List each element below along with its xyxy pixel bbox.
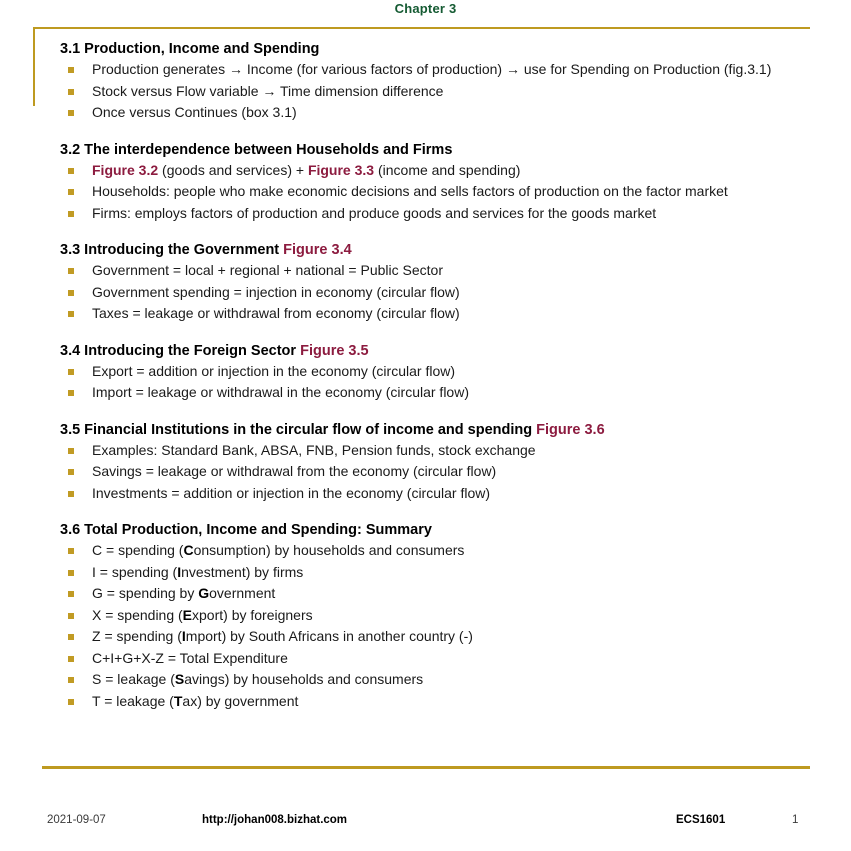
- emphasis-letter: I: [181, 628, 186, 644]
- list-item: [60, 670, 840, 690]
- section-3-3: [60, 241, 840, 324]
- list-item-post: mport) by South Africans in another country (-): [185, 628, 473, 644]
- section-heading-3-5: [60, 421, 840, 440]
- figure-reference-3-4: Figure 3.4: [283, 242, 352, 258]
- list-item: Investments = addition or injection in the economy (circular flow): [60, 484, 840, 504]
- slide-footer: [0, 812, 851, 834]
- list-item: Government spending = injection in economy (circular flow): [60, 283, 840, 303]
- list-item-post: xport) by foreigners: [192, 606, 313, 623]
- list-item: [60, 563, 840, 583]
- section-heading-3-5-text: 3.5 Financial Institutions in the circular flow of income and spending: [60, 421, 537, 438]
- list-item-pre: I = spending (: [92, 563, 178, 580]
- section-heading-3-2-text: 3.2 The interdependence between Households and Firms: [60, 141, 453, 158]
- list-item: Savings = leakage or withdrawal from the economy (circular flow): [60, 462, 840, 482]
- section-heading-3-3-text: 3.3 Introducing the Government: [60, 242, 284, 258]
- list-item-pre: Z = spending (: [92, 628, 182, 644]
- top-gold-rule: [33, 27, 810, 29]
- chapter-title: Chapter 3: [394, 1, 457, 16]
- emphasis-letter: T: [173, 692, 183, 709]
- list-item-pre: X = spending (: [92, 606, 183, 623]
- figure-reference-3-2: Figure 3.2: [92, 161, 159, 178]
- list-item: Stock versus Flow variable → Time dimension difference: [60, 82, 840, 102]
- section-3-4: [60, 342, 840, 403]
- footer-course-code: ECS1601: [676, 814, 726, 826]
- list-item-post: nvestment) by firms: [181, 563, 304, 580]
- list-item: [60, 692, 840, 712]
- left-gold-rule: [33, 27, 35, 106]
- slide-body: [60, 40, 840, 713]
- emphasis-letter: I: [177, 563, 182, 580]
- bullet-list-3-5: [60, 441, 840, 504]
- footer-date: 2021-09-07: [47, 814, 106, 826]
- list-item-pre: G = spending by: [92, 585, 199, 601]
- bullet-list-3-4: [60, 362, 840, 403]
- list-item: Taxes = leakage or withdrawal from economy (circular flow): [60, 304, 840, 324]
- list-item-post: avings) by households and consumers: [184, 671, 424, 687]
- section-heading-3-6-text: 3.6 Total Production, Income and Spending: Summary: [60, 522, 432, 538]
- figure-reference-3-6: Figure 3.6: [536, 421, 605, 438]
- section-heading-3-6: [60, 521, 840, 540]
- bottom-gold-rule: [42, 766, 810, 769]
- list-item: [60, 606, 840, 626]
- list-item: [60, 584, 840, 604]
- list-item-text: (goods and services) +: [158, 161, 308, 178]
- list-item: [60, 161, 840, 181]
- footer-page-number: 1: [792, 814, 799, 826]
- bullet-list-3-1: [60, 60, 840, 123]
- list-item-text: (income and spending): [374, 161, 521, 178]
- section-heading-3-2: [60, 141, 840, 160]
- figure-reference-3-5: Figure 3.5: [300, 342, 369, 359]
- list-item-post: onsumption) by households and consumers: [193, 542, 465, 558]
- list-item: Households: people who make economic decisions and sells factors of production on the factor market: [60, 182, 840, 202]
- list-item: Production generates → Income (for various factors of production) → use for Spending on Production (fig.3.1): [60, 60, 840, 80]
- emphasis-letter: G: [198, 585, 210, 601]
- footer-url[interactable]: http://johan008.bizhat.com: [202, 814, 348, 826]
- list-item-pre: T = leakage (: [92, 692, 174, 709]
- list-item: Government = local + regional + national = Public Sector: [60, 261, 840, 281]
- section-3-6: [60, 521, 840, 711]
- bullet-list-3-6: [60, 541, 840, 711]
- list-item: Firms: employs factors of production and produce goods and services for the goods market: [60, 204, 840, 224]
- section-3-5: [60, 421, 840, 504]
- list-item: Examples: Standard Bank, ABSA, FNB, Pension funds, stock exchange: [60, 441, 840, 461]
- section-heading-3-4: [60, 342, 840, 361]
- emphasis-letter: C: [183, 542, 194, 558]
- figure-reference-3-3: Figure 3.3: [307, 161, 375, 178]
- section-heading-3-1: [60, 40, 840, 59]
- list-item: Import = leakage or withdrawal in the economy (circular flow): [60, 383, 840, 403]
- list-item: [60, 541, 840, 561]
- list-item-pre: C = spending (: [92, 542, 184, 558]
- section-3-1: [60, 40, 840, 123]
- emphasis-letter: E: [182, 606, 193, 623]
- section-heading-3-3: [60, 241, 840, 260]
- list-item: Once versus Continues (box 3.1): [60, 103, 840, 123]
- section-heading-3-1-text: 3.1 Production, Income and Spending: [60, 41, 320, 57]
- list-item-pre: C+I+G+X-Z = Total Expenditure: [92, 649, 288, 666]
- section-heading-3-4-text: 3.4 Introducing the Foreign Sector: [60, 342, 301, 359]
- list-item: Export = addition or injection in the economy (circular flow): [60, 362, 840, 382]
- list-item: [60, 649, 840, 669]
- list-item-post: ax) by government: [182, 692, 299, 709]
- bullet-list-3-2: [60, 161, 840, 224]
- list-item-post: overnment: [209, 585, 276, 601]
- emphasis-letter: S: [174, 671, 185, 687]
- section-3-2: [60, 141, 840, 224]
- list-item-pre: S = leakage (: [92, 671, 175, 687]
- list-item: [60, 627, 840, 647]
- bullet-list-3-3: [60, 261, 840, 324]
- slide-header: [0, 0, 851, 18]
